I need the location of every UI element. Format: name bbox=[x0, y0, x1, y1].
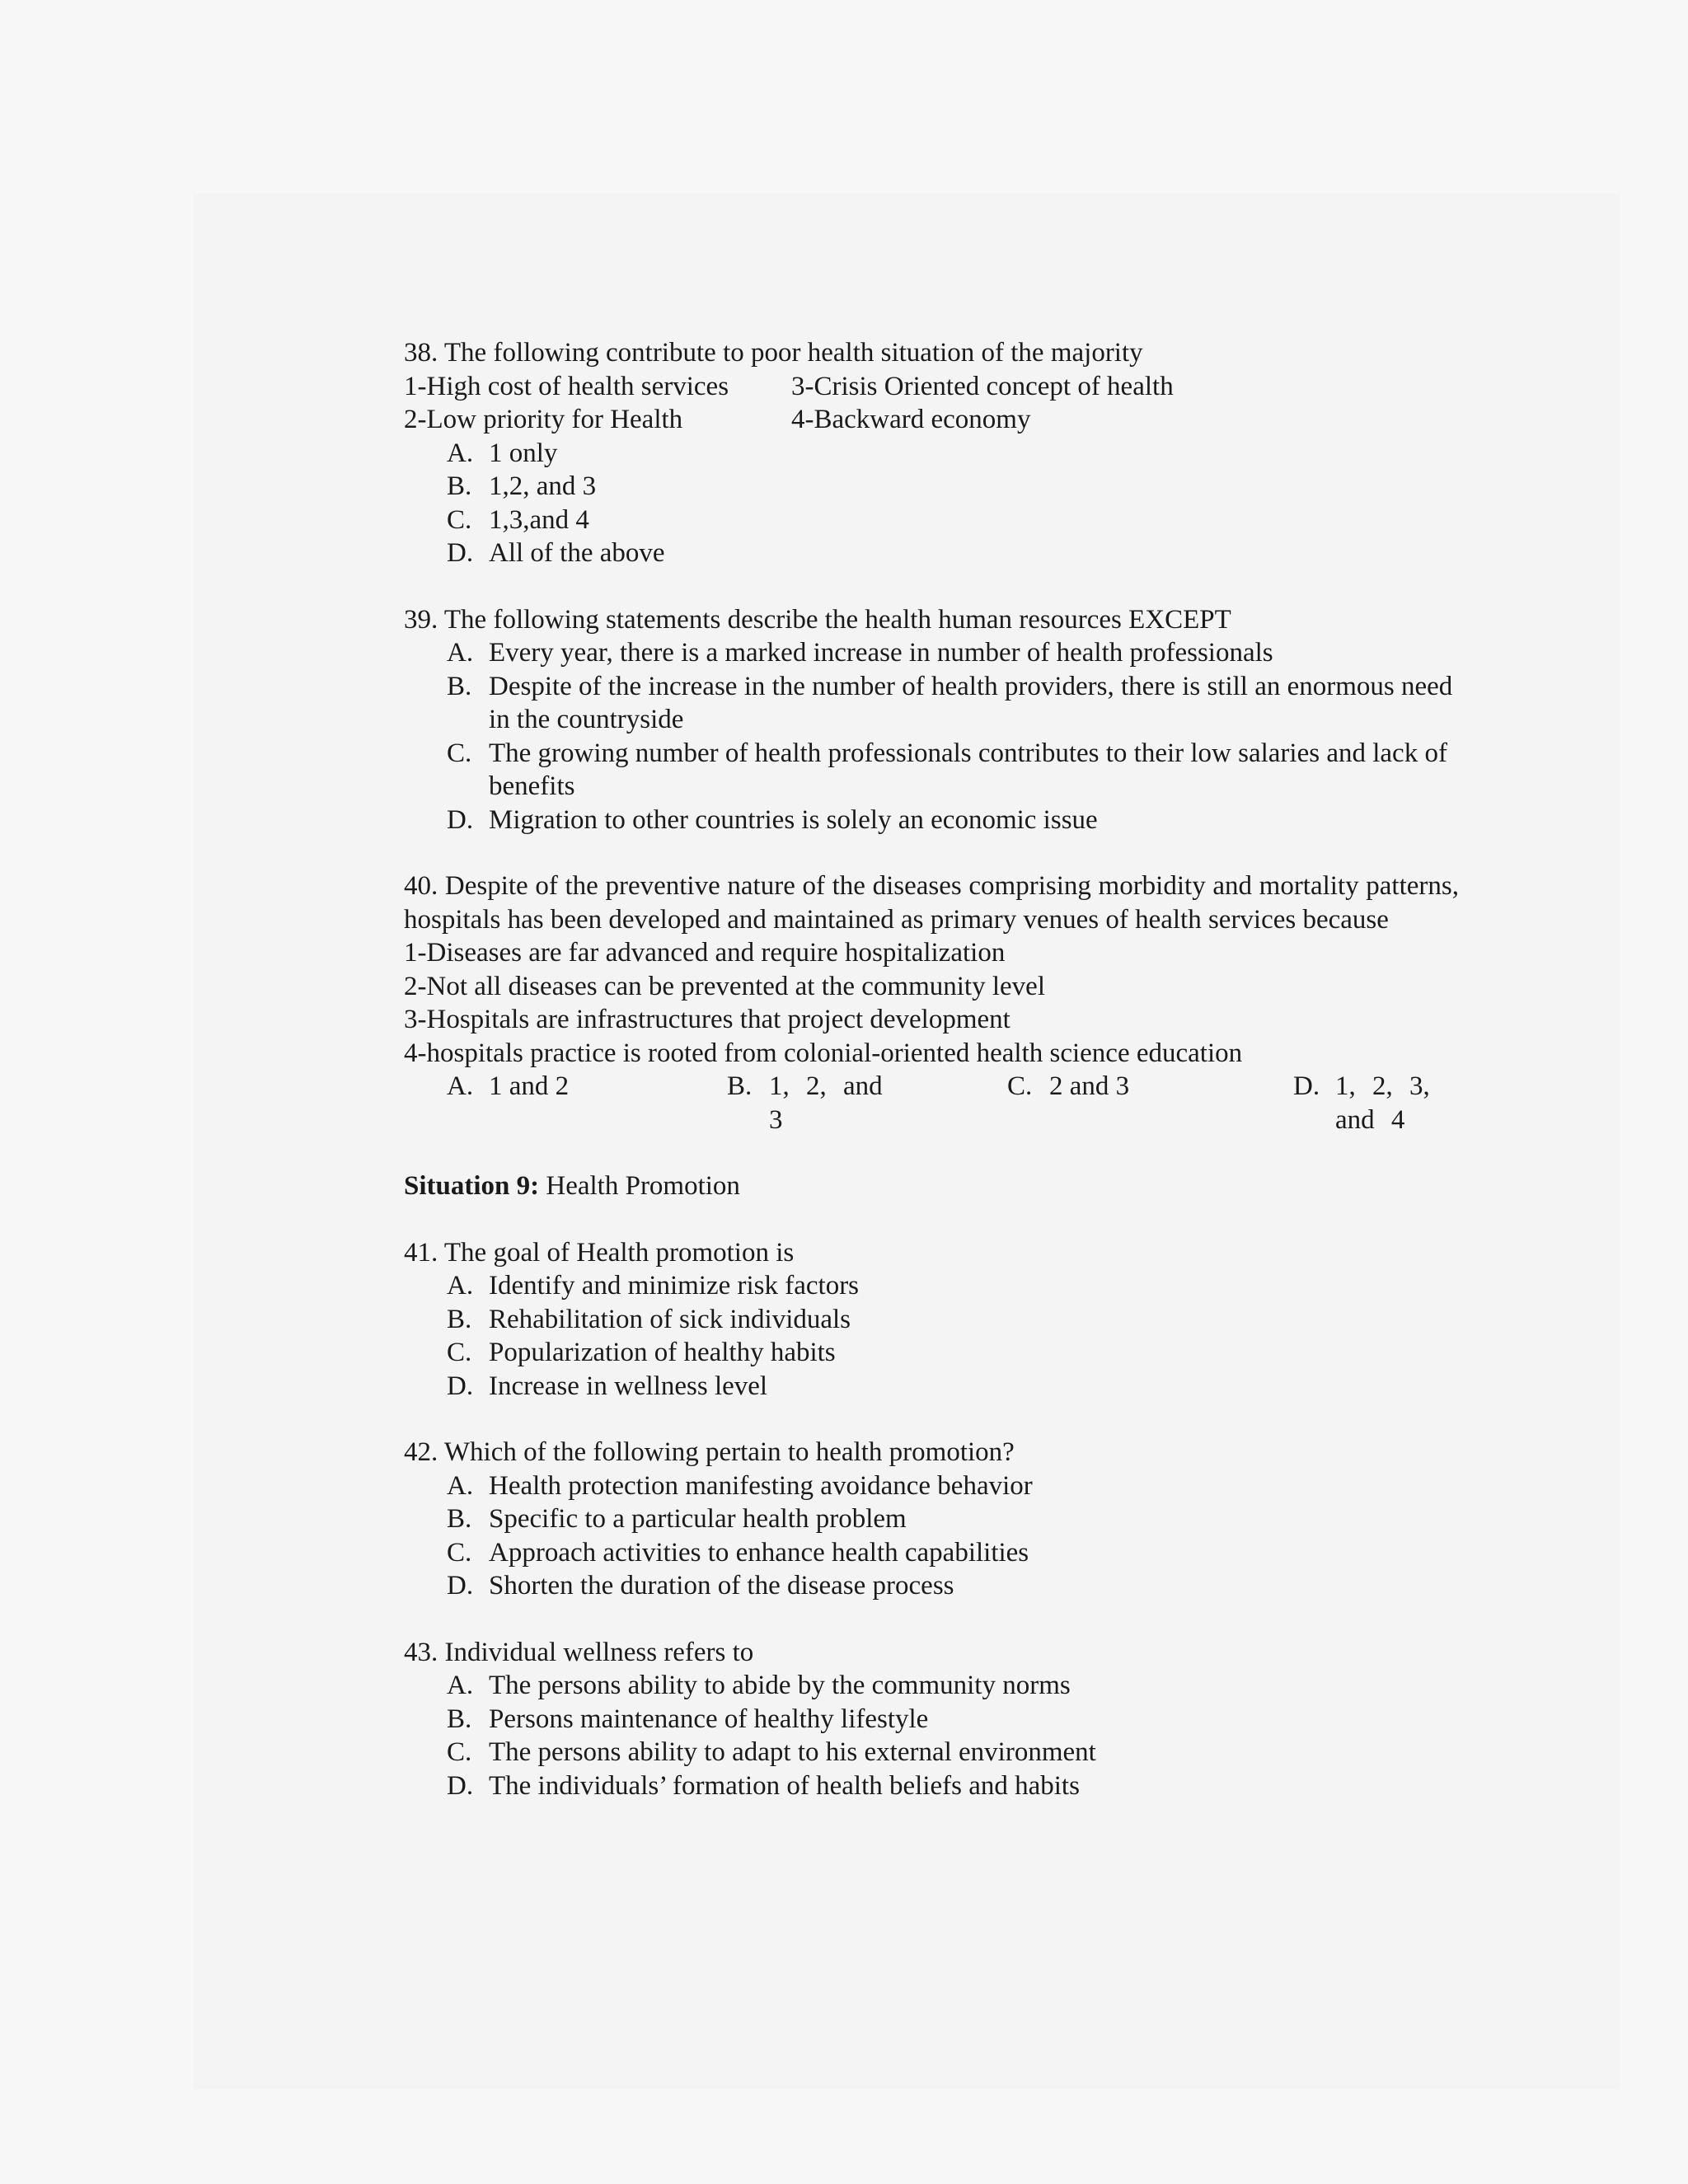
option-text: Migration to other countries is solely an economic issue bbox=[489, 804, 1098, 835]
answer-option[interactable] bbox=[1007, 1070, 1287, 1137]
situation-label: Situation 9: bbox=[404, 1171, 540, 1201]
answer-option[interactable] bbox=[404, 1769, 1459, 1803]
option-letter: B. bbox=[447, 671, 472, 701]
option-letter: B. bbox=[447, 1304, 472, 1334]
question-40 bbox=[404, 869, 1459, 1137]
answer-option[interactable] bbox=[404, 1469, 1459, 1503]
answer-option[interactable] bbox=[404, 470, 1459, 504]
statement-item: 3-Hospitals are infrastructures that project development bbox=[404, 1005, 1010, 1034]
answer-option[interactable] bbox=[404, 1736, 1459, 1769]
option-letter: B. bbox=[447, 1704, 472, 1734]
option-letter: B. bbox=[727, 1071, 753, 1101]
option-letter: A. bbox=[447, 1271, 474, 1301]
statement-item: 2-Low priority for Health bbox=[404, 405, 683, 434]
answer-option[interactable] bbox=[404, 1269, 1459, 1303]
option-letter: D. bbox=[447, 1371, 474, 1401]
answer-option[interactable] bbox=[404, 1303, 1459, 1337]
option-letter: A. bbox=[447, 1071, 474, 1101]
question-stem: 38. The following contribute to poor health situation of the majority bbox=[404, 338, 1143, 368]
option-text: Approach activities to enhance health capabilities bbox=[489, 1537, 1029, 1568]
option-text: 1,2, and 3 bbox=[489, 471, 597, 501]
option-text: The growing number of health professionals contributes to their low salaries and lack of benefits bbox=[489, 738, 1447, 801]
answer-option[interactable] bbox=[404, 1703, 1459, 1736]
option-text: The individuals’ formation of health beliefs and habits bbox=[489, 1770, 1080, 1801]
answer-option[interactable] bbox=[404, 537, 1459, 570]
statement-item: 4-hospitals practice is rooted from colonial-oriented health science education bbox=[404, 1038, 1243, 1068]
option-text: Persons maintenance of healthy lifestyle bbox=[489, 1704, 929, 1734]
question-stem: 43. Individual wellness refers to bbox=[404, 1637, 754, 1667]
answer-option[interactable] bbox=[404, 437, 1459, 471]
answer-option[interactable] bbox=[404, 804, 1459, 837]
answer-option[interactable] bbox=[404, 1536, 1459, 1570]
statement-grid bbox=[404, 370, 1459, 437]
option-letter: C. bbox=[447, 1737, 472, 1767]
option-text: Popularization of healthy habits bbox=[489, 1338, 836, 1367]
answer-option[interactable] bbox=[404, 1370, 1459, 1404]
option-text: Identify and minimize risk factors bbox=[489, 1271, 860, 1301]
exam-content bbox=[404, 336, 1459, 1802]
question-stem: 41. The goal of Health promotion is bbox=[404, 1237, 795, 1268]
option-text: 1 only bbox=[489, 438, 558, 468]
option-letter: D. bbox=[1293, 1071, 1320, 1101]
question-39 bbox=[404, 603, 1459, 837]
option-text: 1,3,and 4 bbox=[489, 504, 589, 535]
answer-option[interactable] bbox=[404, 504, 1459, 537]
statement-item: 3-Crisis Oriented concept of health bbox=[791, 371, 1174, 401]
option-letter: A. bbox=[447, 1470, 474, 1501]
option-letter: D. bbox=[447, 1770, 474, 1801]
option-text: Shorten the duration of the disease process bbox=[489, 1571, 954, 1601]
answer-option[interactable] bbox=[404, 1502, 1459, 1536]
option-text: 1, 2, and 3 bbox=[769, 1071, 883, 1135]
answer-options-row bbox=[404, 1070, 1459, 1137]
answer-option[interactable] bbox=[404, 670, 1459, 737]
option-text: 2 and 3 bbox=[1049, 1071, 1130, 1101]
option-letter: A. bbox=[447, 1671, 474, 1700]
option-text: All of the above bbox=[489, 538, 665, 568]
question-42 bbox=[404, 1436, 1459, 1603]
answer-option[interactable] bbox=[447, 1070, 727, 1137]
option-letter: B. bbox=[447, 1504, 472, 1534]
option-letter: C. bbox=[1007, 1071, 1033, 1101]
answer-option[interactable] bbox=[404, 737, 1459, 804]
answer-option[interactable] bbox=[727, 1070, 1007, 1137]
option-letter: C. bbox=[447, 504, 472, 535]
answer-option[interactable] bbox=[404, 636, 1459, 670]
statement-item: 2-Not all diseases can be prevented at the community level bbox=[404, 971, 1045, 1001]
statement-item: 1-High cost of health services bbox=[404, 371, 729, 401]
question-stem: 39. The following statements describe the health human resources EXCEPT bbox=[404, 604, 1231, 635]
answer-option[interactable] bbox=[404, 1336, 1459, 1370]
option-text: Specific to a particular health problem bbox=[489, 1504, 907, 1534]
option-text: Increase in wellness level bbox=[489, 1371, 768, 1401]
option-text: The persons ability to adapt to his external environment bbox=[489, 1737, 1096, 1767]
answer-option[interactable] bbox=[1293, 1070, 1459, 1137]
answer-option[interactable] bbox=[404, 1669, 1459, 1703]
option-text: Every year, there is a marked increase in number of health professionals bbox=[489, 638, 1273, 668]
question-stem: 40. Despite of the preventive nature of the diseases comprising morbidity and mortality patterns, hospitals has been developed and maintained as primary venues of health services because bbox=[404, 871, 1459, 935]
question-stem: 42. Which of the following pertain to health promotion? bbox=[404, 1437, 1015, 1467]
option-letter: B. bbox=[447, 471, 472, 501]
question-38 bbox=[404, 336, 1459, 570]
situation-heading bbox=[404, 1169, 1459, 1203]
option-letter: A. bbox=[447, 438, 474, 468]
option-letter: C. bbox=[447, 1537, 472, 1568]
option-text: 1, 2, 3, and 4 bbox=[1335, 1071, 1430, 1135]
option-letter: D. bbox=[447, 804, 474, 835]
situation-title: Health Promotion bbox=[546, 1171, 740, 1201]
option-text: Despite of the increase in the number of health providers, there is still an enormous need in the countryside bbox=[489, 671, 1453, 734]
option-text: The persons ability to abide by the community norms bbox=[489, 1671, 1071, 1700]
statement-item: 1-Diseases are far advanced and require hospitalization bbox=[404, 938, 1006, 968]
option-letter: A. bbox=[447, 638, 474, 668]
option-text: 1 and 2 bbox=[489, 1071, 570, 1101]
option-letter: C. bbox=[447, 738, 472, 768]
answer-option[interactable] bbox=[404, 1569, 1459, 1603]
question-43 bbox=[404, 1636, 1459, 1803]
option-letter: D. bbox=[447, 1571, 474, 1601]
option-letter: D. bbox=[447, 538, 474, 568]
option-text: Health protection manifesting avoidance behavior bbox=[489, 1470, 1033, 1501]
question-41 bbox=[404, 1236, 1459, 1404]
option-text: Rehabilitation of sick individuals bbox=[489, 1304, 851, 1334]
option-letter: C. bbox=[447, 1338, 472, 1367]
statement-item: 4-Backward economy bbox=[791, 405, 1031, 434]
